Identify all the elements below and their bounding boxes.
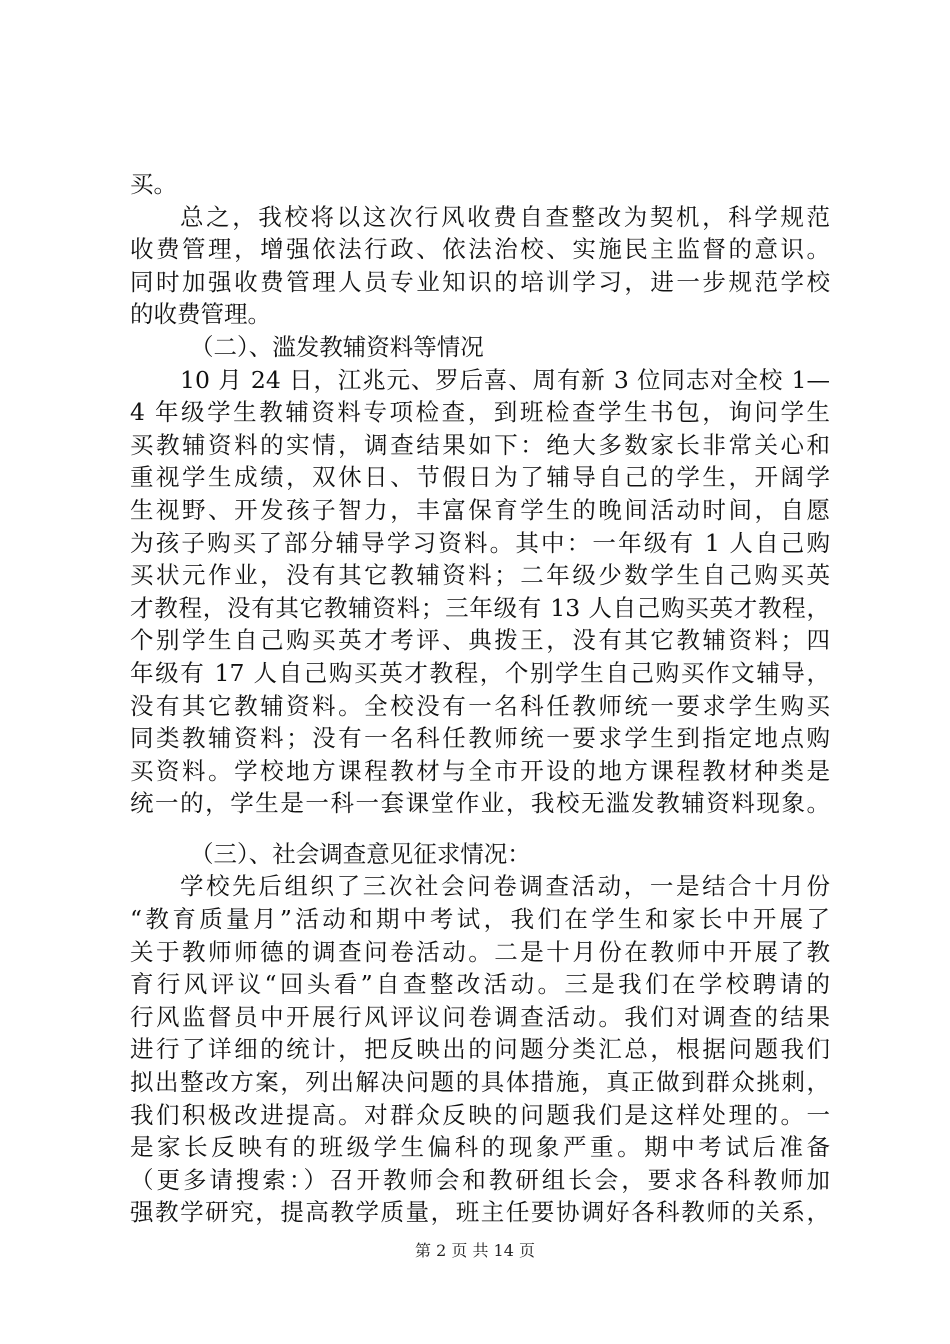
page-footer: 第 2 页 共 14 页: [415, 1241, 535, 1260]
text-line: 年级有 17 人自己购买英才教程，个别学生自己购买作文辅导，: [130, 658, 830, 687]
text-line: 我们积极改进提高。对群众反映的问题我们是这样处理的。一: [130, 1100, 830, 1129]
text-line: 拟出整改方案，列出解决问题的具体措施，真正做到群众挑刺，: [130, 1068, 830, 1097]
text-line: “教育质量月”活动和期中考试，我们在学生和家长中开展了: [130, 905, 830, 934]
text-line: 4 年级学生教辅资料专项检查，到班检查学生书包，询问学生: [130, 398, 830, 427]
text-line: 10 月 24 日，江兆元、罗后喜、周有新 3 位同志对全校 1—: [180, 365, 830, 394]
paragraph-gap: [130, 820, 830, 838]
section-heading: （三）、社会调查意见征求情况：: [190, 839, 531, 868]
text-line: 行风监督员中开展行风评议问卷调查活动。我们对调查的结果: [130, 1002, 830, 1031]
section-heading: （二）、滥发教辅资料等情况: [190, 332, 484, 361]
text-line: 买资料。学校地方课程教材与全市开设的地方课程教材种类是: [130, 756, 830, 785]
text-line: 重视学生成绩，双休日、节假日为了辅导自己的学生，开阔学: [130, 463, 830, 492]
document-body: [130, 168, 830, 1229]
text-line: 进行了详细的统计，把反映出的问题分类汇总，根据问题我们: [130, 1035, 830, 1064]
text-line: 强教学研究，提高教学质量，班主任要协调好各科教师的关系，: [130, 1198, 830, 1227]
text-line: 买教辅资料的实情，调查结果如下：绝大多数家长非常关心和: [130, 430, 830, 459]
text-line: （更多请搜索：）召开教师会和教研组长会，要求各科教师加: [130, 1165, 830, 1194]
text-line: 才教程，没有其它教辅资料；三年级有 13 人自己购买英才教程，: [130, 593, 830, 622]
text-line: 买状元作业，没有其它教辅资料；二年级少数学生自己购买英: [130, 561, 830, 590]
text-line: 育行风评议“回头看”自查整改活动。三是我们在学校聘请的: [130, 970, 830, 999]
text-line: 生视野、开发孩子智力，丰富保育学生的晚间活动时间，自愿: [130, 495, 830, 524]
text-line: 关于教师师德的调查问卷活动。二是十月份在教师中开展了教: [130, 937, 830, 966]
text-line: 总之，我校将以这次行风收费自查整改为契机，科学规范: [180, 202, 830, 231]
text-line: 买。: [130, 170, 177, 198]
text-line: 是家长反映有的班级学生偏科的现象严重。期中考试后准备: [130, 1133, 830, 1162]
text-line: 学校先后组织了三次社会问卷调查活动，一是结合十月份: [180, 872, 830, 901]
text-line: 的收费管理。: [130, 300, 271, 329]
text-line: 没有其它教辅资料。全校没有一名科任教师统一要求学生购买: [130, 691, 830, 720]
text-line: 同时加强收费管理人员专业知识的培训学习，进一步规范学校: [130, 267, 830, 296]
text-line: 收费管理，增强依法行政、依法治校、实施民主监督的意识。: [130, 235, 830, 264]
text-line: 个别学生自己购买英才考评、典拨王，没有其它教辅资料；四: [130, 626, 830, 655]
text-line: 统一的，学生是一科一套课堂作业，我校无滥发教辅资料现象。: [130, 789, 830, 818]
text-line: 为孩子购买了部分辅导学习资料。其中：一年级有 1 人自己购: [130, 528, 830, 557]
text-line: 同类教辅资料；没有一名科任教师统一要求学生到指定地点购: [130, 724, 830, 753]
